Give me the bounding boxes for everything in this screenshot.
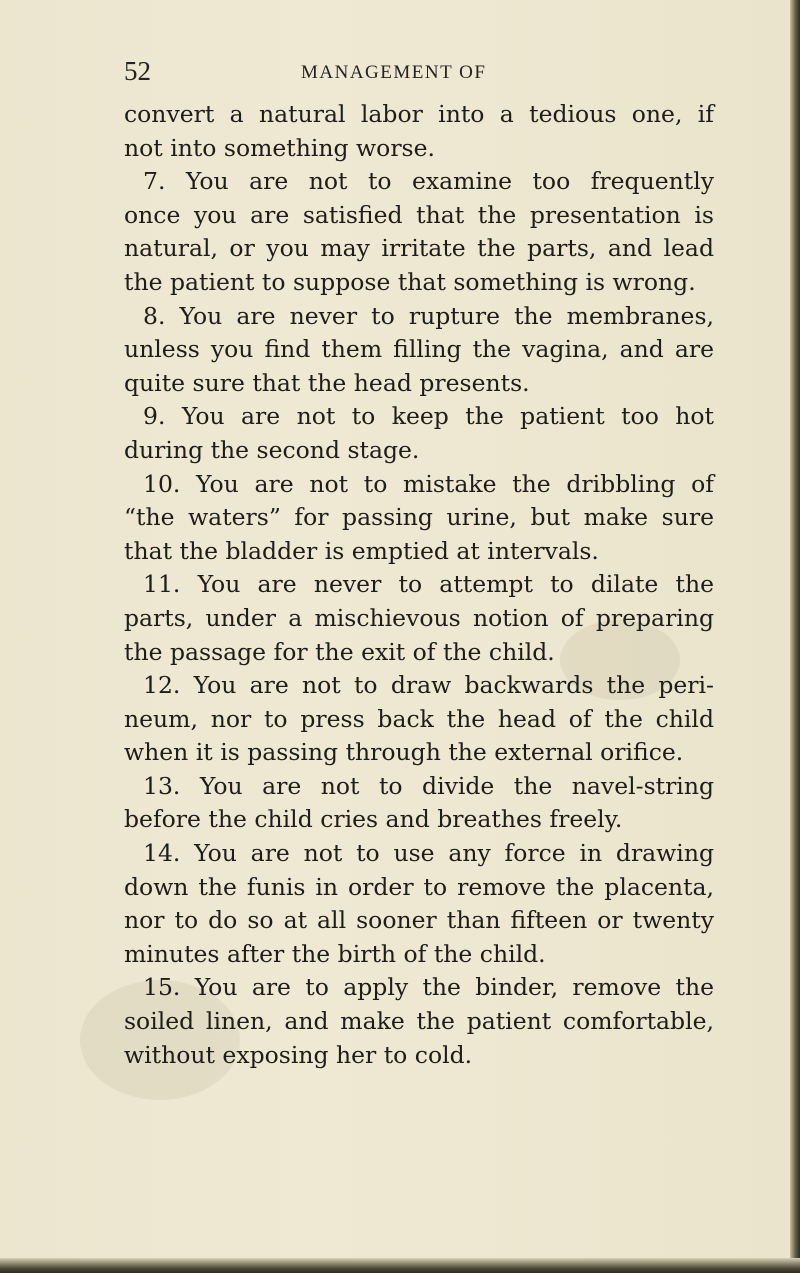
- text-line: parts, under a mischievous notion of preparing: [124, 603, 714, 632]
- text-line: 7. You are not to examine too frequently: [143, 167, 714, 196]
- text-line: neum, nor to press back the head of the child: [124, 704, 714, 733]
- running-head: MANAGEMENT OF: [301, 62, 487, 83]
- page-number: 52: [124, 56, 151, 86]
- text-line: 10. You are not to mistake the dribbling of: [143, 469, 714, 498]
- text-line: convert a natural labor into a tedious one, if: [124, 100, 714, 128]
- text-line: nor to do so at all sooner than fifteen or twenty: [124, 906, 714, 935]
- text-line: soiled linen, and make the patient comfortable,: [124, 1007, 714, 1036]
- text-line: 9. You are not to keep the patient too hot: [143, 402, 714, 431]
- text-line: when it is passing through the external orifice.: [124, 738, 684, 767]
- text-line: “the waters” for passing urine, but make sure: [124, 503, 714, 532]
- text-line: the patient to suppose that something is wrong.: [124, 267, 696, 296]
- text-line: that the bladder is emptied at intervals.: [124, 536, 599, 565]
- text-line: unless you find them filling the vagina, and are: [124, 335, 714, 364]
- text-line: 11. You are never to attempt to dilate the: [143, 570, 714, 599]
- text-line: natural, or you may irritate the parts, and lead: [124, 234, 714, 263]
- text-line: not into something worse.: [124, 133, 435, 162]
- text-line: minutes after the birth of the child.: [124, 939, 546, 968]
- text-line: down the funis in order to remove the placenta,: [124, 872, 714, 901]
- text-line: 13. You are not to divide the navel-string: [143, 771, 714, 800]
- text-line: 15. You are to apply the binder, remove the: [143, 973, 714, 1002]
- text-line: quite sure that the head presents.: [124, 368, 530, 397]
- book-spine-edge: [790, 0, 800, 1273]
- text-line: 8. You are never to rupture the membranes,: [143, 301, 714, 330]
- text-line: before the child cries and breathes freely.: [124, 805, 623, 834]
- page-bottom-edge: [0, 1258, 800, 1273]
- body-text: [124, 98, 714, 1072]
- text-line: the passage for the exit of the child.: [124, 637, 555, 666]
- text-line: 12. You are not to draw backwards the peri-: [143, 671, 714, 700]
- text-line: 14. You are not to use any force in drawing: [143, 839, 714, 868]
- text-line: once you are satisfied that the presentation is: [124, 200, 714, 229]
- text-line: during the second stage.: [124, 435, 420, 464]
- text-line: without exposing her to cold.: [124, 1040, 473, 1069]
